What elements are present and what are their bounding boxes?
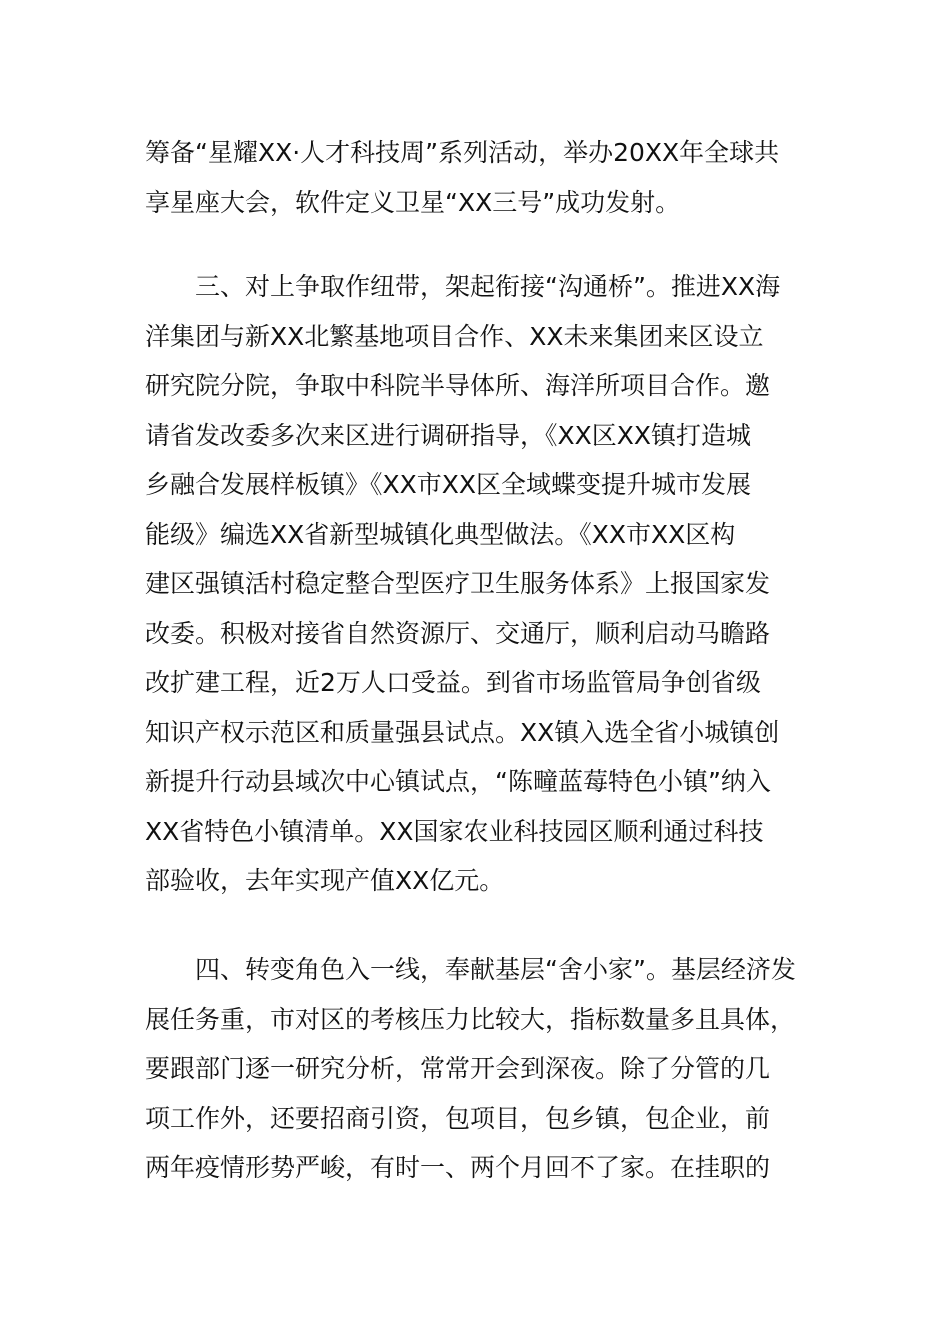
text-line: 知识产权示范区和质量强县试点。XX镇入选全省小城镇创: [145, 717, 780, 747]
text-line: 改扩建工程，近2万人口受益。到省市场监管局争创省级: [145, 668, 761, 697]
text-line: 两年疫情形势严峻，有时一、两个月回不了家。在挂职的: [145, 1153, 771, 1182]
text-line: 建区强镇活村稳定整合型医疗卫生服务体系》上报国家发: [145, 569, 771, 598]
text-line: XX省特色小镇清单。XX国家农业科技园区顺利通过科技: [145, 816, 764, 846]
text-line: 乡融合发展样板镇》《XX市XX区全域蝶变提升城市发展: [145, 470, 752, 499]
text-line: 项工作外，还要招商引资，包项目，包乡镇，包企业，前: [145, 1103, 771, 1133]
paragraph-2: [145, 262, 815, 906]
paragraph-1: [145, 128, 815, 227]
text-line: 享星座大会，软件定义卫星“XX三号”成功发射。: [145, 187, 681, 217]
text-line: 筹备“星耀XX·人才科技周”系列活动，举办20XX年全球共: [145, 138, 780, 167]
paragraph-3: [145, 945, 815, 1193]
text-line: 要跟部门逐一研究分析，常常开会到深夜。除了分管的几: [145, 1054, 771, 1083]
text-line: 能级》编选XX省新型城镇化典型做法。《XX市XX区构: [145, 519, 736, 549]
text-line: 部验收，去年实现产值XX亿元。: [145, 866, 505, 895]
text-line: 三、对上争取作纽带，架起衔接“沟通桥”。推进XX海: [195, 272, 781, 301]
text-line: 展任务重，市对区的考核压力比较大，指标数量多且具体，: [145, 1004, 796, 1034]
text-line: 洋集团与新XX北繁基地项目合作、XX未来集团来区设立: [145, 321, 764, 351]
text-line: 改委。积极对接省自然资源厅、交通厅，顺利启动马瞻路: [145, 618, 771, 648]
text-line: 研究院分院，争取中科院半导体所、海洋所项目合作。邀: [145, 371, 771, 400]
text-line: 请省发改委多次来区进行调研指导，《XX区XX镇打造城: [145, 420, 752, 450]
text-line: 四、转变角色入一线，奉献基层“舍小家”。基层经济发: [195, 955, 796, 984]
text-line: 新提升行动县域次中心镇试点，“陈疃蓝莓特色小镇”纳入: [145, 767, 771, 796]
